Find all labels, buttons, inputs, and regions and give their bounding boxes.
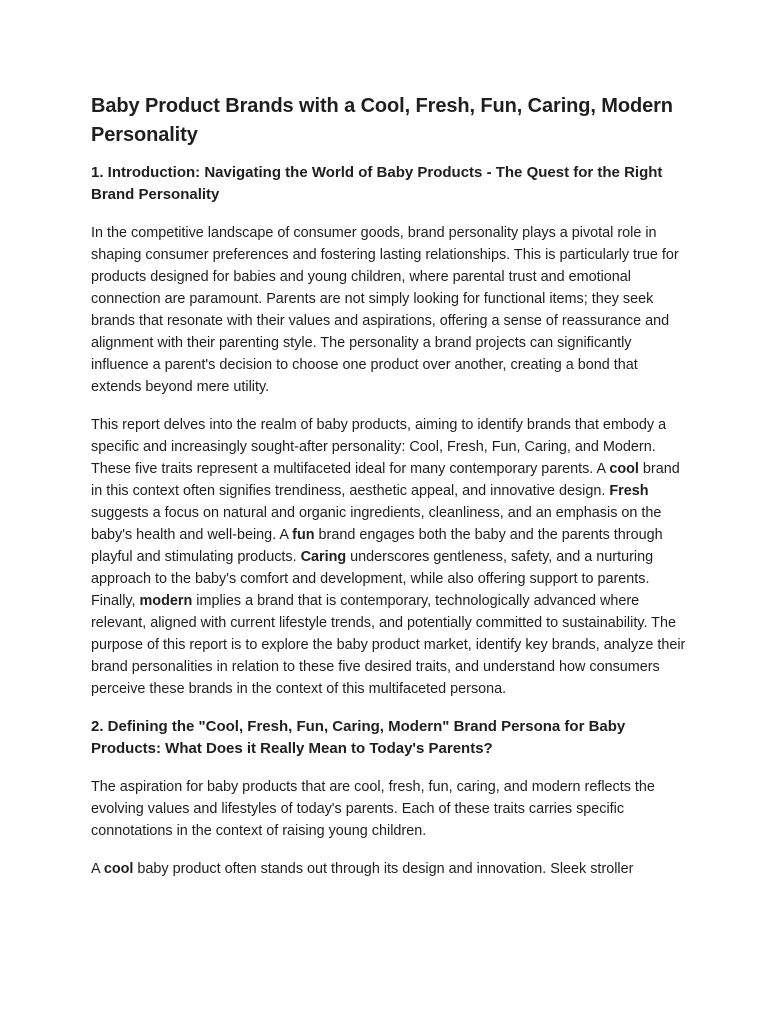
text-run: brand engages both the baby and the parents through playful and stimulating products.: [91, 527, 663, 565]
section-2-heading: 2. Defining the "Cool, Fresh, Fun, Caring, Modern" Brand Persona for Baby Products: What Does it Really Mean to Today's Parents?: [91, 718, 626, 757]
section-2-paragraph-2: [91, 858, 687, 880]
bold-term-caring: Caring: [300, 549, 347, 565]
text-run: brand in this context often signifies trendiness, aesthetic appeal, and innovative design.: [91, 461, 680, 499]
text-run: This report delves into the realm of baby products, aiming to identify brands that embody a specific and increasingly sought-after personality: Cool, Fresh, Fun, Caring, and Modern. These five traits represent a multifaceted ideal for many contemporary parents. A: [91, 417, 667, 477]
bold-term-fresh: Fresh: [609, 483, 649, 499]
document-title: Baby Product Brands with a Cool, Fresh, Fun, Caring, Modern Personality: [91, 95, 673, 146]
text-run: implies a brand that is contemporary, technologically advanced where relevant, aligned with current lifestyle trends, and potentially committed to sustainability. The purpose of this report is to explore the baby product market, identify key brands, analyze their brand personalities in relation to these five desired traits, and understand how consumers perceive these brands in the context of this multifaceted persona.: [91, 593, 686, 697]
bold-term-fun: fun: [292, 527, 315, 543]
document-page: [91, 92, 687, 896]
bold-term-modern: modern: [139, 593, 193, 609]
text-run: underscores gentleness, safety, and a nurturing approach to the baby's comfort and development, while also offering support to parents. Finally,: [91, 549, 654, 609]
text-run: baby product often stands out through its design and innovation. Sleek stroller: [133, 861, 634, 877]
bold-term-cool: cool: [103, 861, 134, 877]
section-1-paragraph-2: [91, 414, 687, 700]
section-1-paragraph-1: In the competitive landscape of consumer goods, brand personality plays a pivotal role in shaping consumer preferences and fostering lasting relationships. This is particularly true for products designed for babies and young children, where parental trust and emotional connection are paramount. Parents are not simply looking for functional items; they seek brands that resonate with their values and aspirations, offering a sense of reassurance and alignment with their parenting style. The personality a brand projects can significantly influence a parent's decision to choose one product over another, creating a bond that extends beyond mere utility.: [91, 225, 679, 395]
text-run: suggests a focus on natural and organic ingredients, cleanliness, and an emphasis on the baby's health and well-being. A: [91, 505, 662, 543]
text-run: A: [91, 861, 104, 877]
section-2-paragraph-1: The aspiration for baby products that are cool, fresh, fun, caring, and modern reflects the evolving values and lifestyles of today's parents. Each of these traits carries specific connotations in the context of raising young children.: [91, 779, 655, 839]
section-1-heading: 1. Introduction: Navigating the World of Baby Products - The Quest for the Right Brand Personality: [91, 164, 663, 203]
bold-term-cool: cool: [609, 461, 639, 477]
